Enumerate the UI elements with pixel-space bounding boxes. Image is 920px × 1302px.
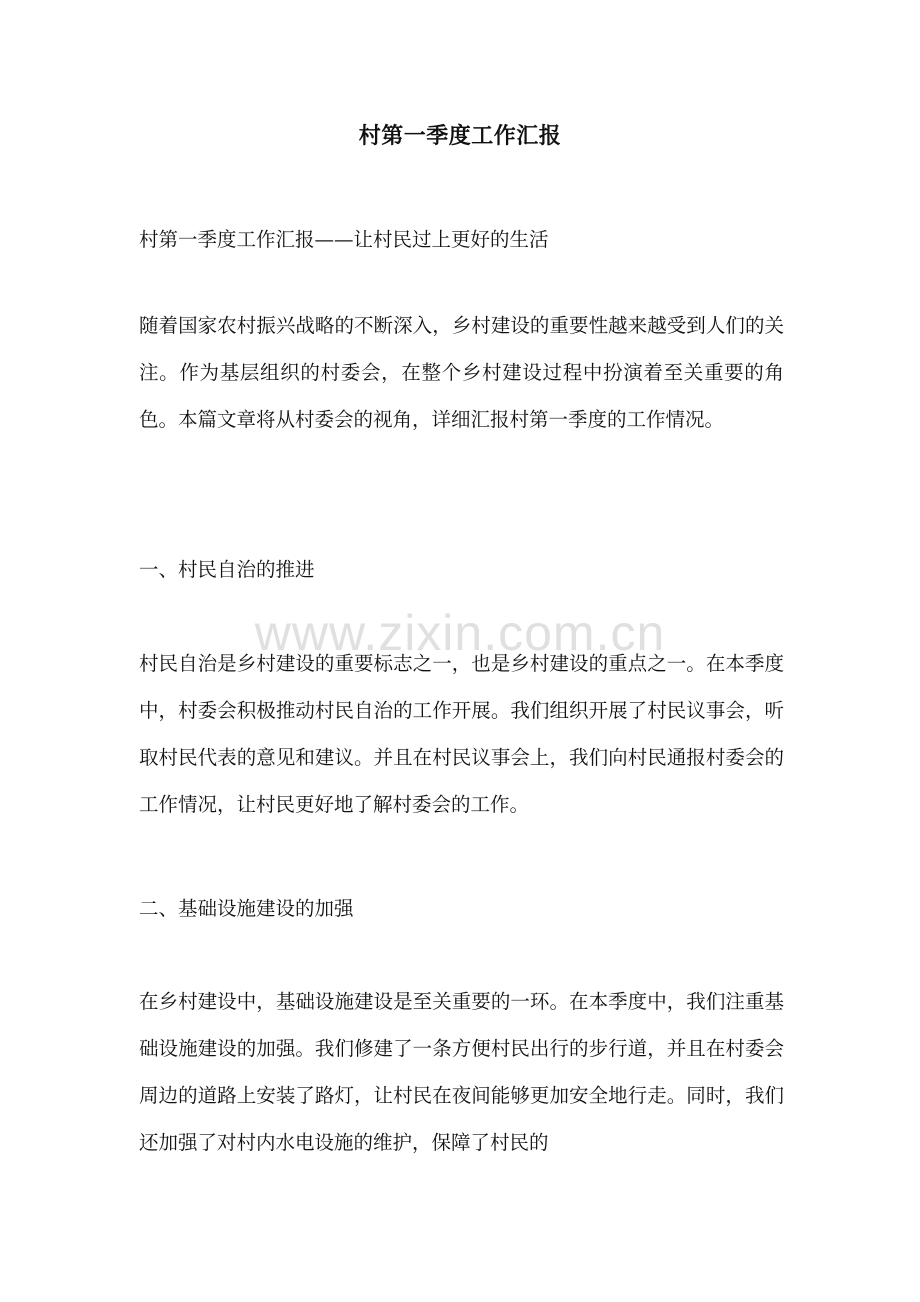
document-title: 村第一季度工作汇报 <box>358 123 562 149</box>
section1-heading: 一、村民自治的推进 <box>139 558 315 581</box>
intro-paragraph: 随着国家农村振兴战略的不断深入，乡村建设的重要性越来越受到人们的关注。作为基层组织的村委会，在整个乡村建设过程中扮演着至关重要的角色。本篇文章将从村委会的视角，详细汇报村第一季度的工作情况。 <box>139 314 784 431</box>
watermark: www.zixin.com.cn <box>254 605 666 661</box>
section2-heading: 二、基础设施建设的加强 <box>139 897 354 920</box>
section2-paragraph: 在乡村建设中，基础设施建设是至关重要的一环。在本季度中，我们注重基础设施建设的加强。我们修建了一条方便村民出行的步行道，并且在村委会周边的道路上安装了路灯，让村民在夜间能够更加安全地行走。同时，我们还加强了对村内水电设施的维护，保障了村民的 <box>139 990 784 1154</box>
section1-paragraph: 村民自治是乡村建设的重要标志之一，也是乡村建设的重点之一。在本季度中，村委会积极推动村民自治的工作开展。我们组织开展了村民议事会，听取村民代表的意见和建议。并且在村民议事会上，我们向村民通报村委会的工作情况，让村民更好地了解村委会的工作。 <box>139 652 784 816</box>
document-subtitle: 村第一季度工作汇报——让村民过上更好的生活 <box>139 228 549 251</box>
